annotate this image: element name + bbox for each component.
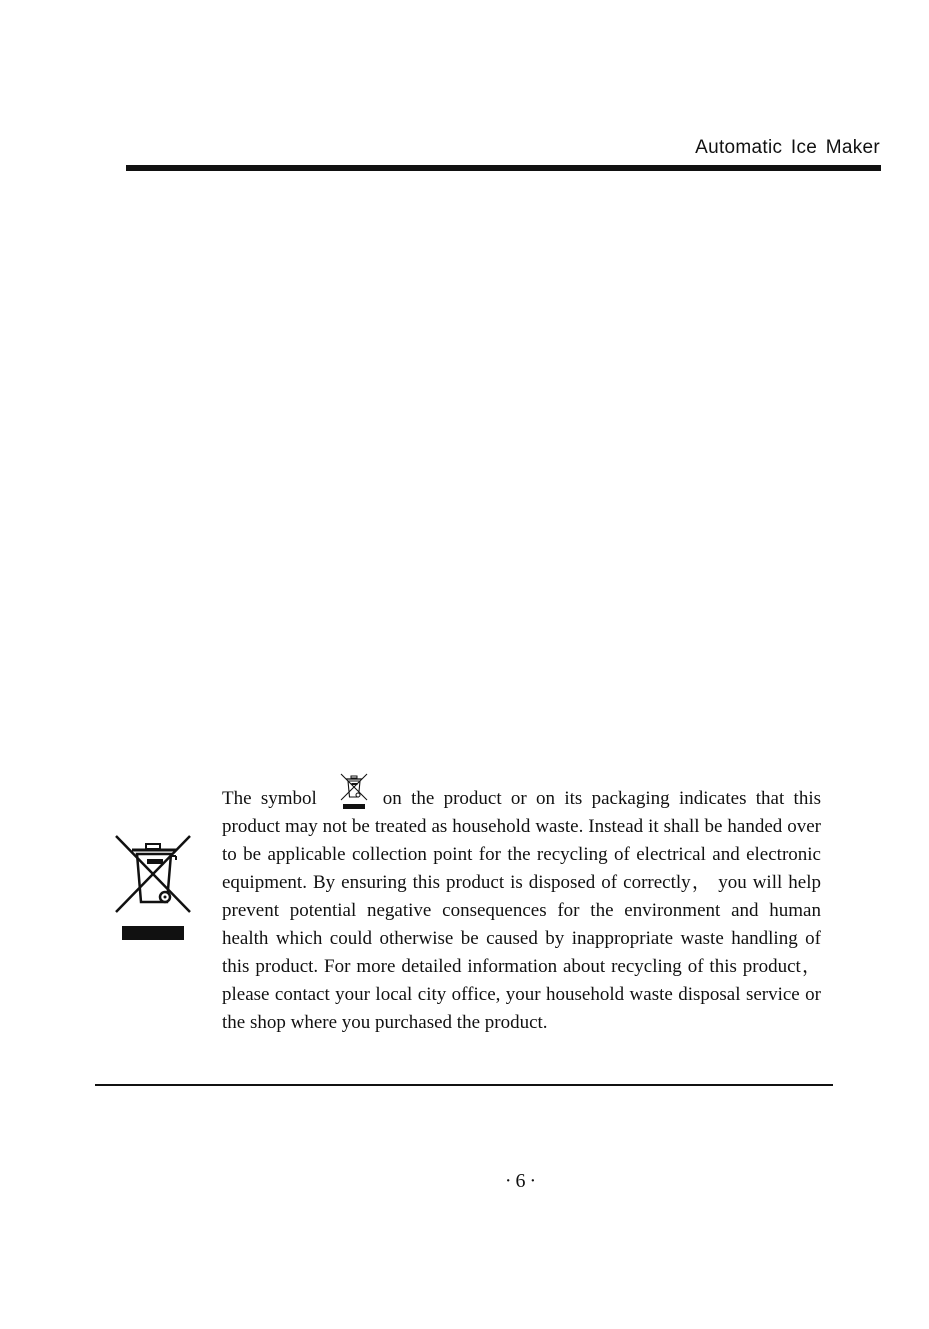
weee-disposal-notice bbox=[222, 772, 821, 1037]
weee-inline-symbol-icon bbox=[339, 772, 369, 810]
page-number: ·6· bbox=[504, 1170, 541, 1192]
weee-crossed-bin-icon bbox=[110, 830, 194, 942]
header-rule bbox=[126, 165, 881, 171]
notice-text-start: The symbol bbox=[222, 788, 317, 809]
notice-text-body: on the product or on its packaging indicates that this product may not be treated as household waste. Instead it shall be handed over to be applicable collection point for the recycling of electrical and electronic equipment. By ensuring this product is disposed of correctly， you will help prevent potential negative consequences for the environment and human health which could otherwise be caused by inappropriate waste handling of this product. For more detailed information about recycling of this product， please contact your local city office, your household waste disposal service or the shop where you purchased the product. bbox=[222, 788, 821, 1033]
header-title: Automatic Ice Maker bbox=[695, 137, 880, 158]
section-rule bbox=[95, 1084, 833, 1086]
